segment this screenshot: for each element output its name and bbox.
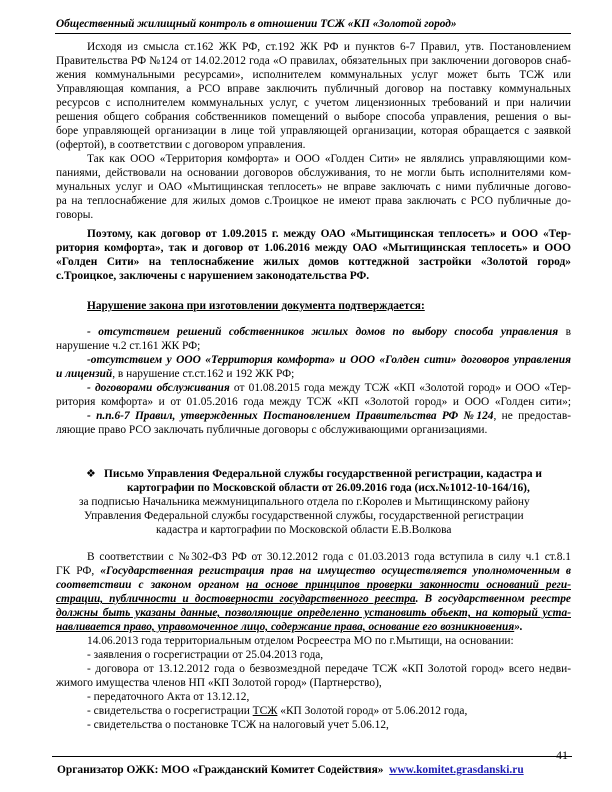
letter-signatory-line: за подписью Начальника межмуниципального отдела по г.Королев и Мытищинскому району — [79, 496, 530, 508]
paragraph-1-line: Правительства РФ №124 от 14.02.2012 года «О правилах, обязательных при заключении договоров снаб- — [56, 55, 571, 67]
violation-item-line: ритория комфорта» и от 01.05.2016 года между ТСЖ «КП «Золотой город» и ООО «Голден сити»; — [56, 396, 571, 408]
violation-item-text: в — [558, 326, 571, 338]
paragraph-3-line: ритория комфорта», так и договор от 1.06.2016 между ОАО «Мытищинская теплосеть» и ООО — [56, 242, 571, 254]
violation-item — [87, 381, 571, 395]
paragraph-2-line: Так как ООО «Территория комфорта» и ООО «Голден Сити» не являлись управляющими ком- — [87, 153, 571, 165]
paragraph-3-line: «Голден Сити» на теплоснабжение жилых домов коттеджной застройки «Золотой город» — [56, 256, 571, 268]
quote-underlined-text: навливается право, управомоченное лицо, содержание права, основание его возникновения — [56, 621, 515, 633]
basis-item-text: - свидетельства о госрегистрации — [87, 705, 253, 717]
footer-rule — [52, 756, 572, 757]
paragraph-1-line: Управляющая компания, а РСО вправе заключить публичный договор на поставку коммунальных — [56, 83, 571, 95]
paragraph-2-line: говоры. — [56, 209, 94, 221]
basis-item-line: жимого имущества членов НП «КП Золотой город» (Партнерство), — [56, 677, 382, 689]
paragraph-4-line — [56, 592, 571, 606]
violation-item-text: от 01.08.2015 года между ТСЖ «КП «Золотой город» и ООО «Тер- — [229, 382, 571, 394]
paragraph-4-line — [56, 578, 571, 592]
paragraph-3-line: с.Троицкое, заключены с нарушением законодательства РФ. — [56, 270, 370, 282]
paragraph-2-line: ра на теплоснабжение для жилых домов с.Троицкое не имеют права заключать с РСО публичные до- — [56, 195, 571, 207]
violation-heading: Нарушение закона при изготовлении документа подтверждается: — [87, 300, 425, 312]
quote-text: ». — [514, 621, 523, 633]
violation-item-emphasis: - отсутствием решений собственников жилых домов по выбору способа управления — [87, 326, 559, 338]
violation-item-text: , не предостав- — [493, 410, 571, 422]
paragraph-1-line: боре управляющей организации в лице той управляющей организации, которая обращается с заявкой — [56, 125, 571, 137]
basis-item: - передаточного Акта от 13.12.12, — [87, 691, 250, 703]
paragraph-1-line: решения общего собрания собственников помещений о выборе способа управления, решения о вы- — [56, 111, 571, 123]
violation-item: -отсутствием у ООО «Территория комфорта» и ООО «Голден сити» договоров управления — [87, 354, 571, 366]
quote-text: «Государственная регистрация прав на имущество осуществляется уполномоченным в — [100, 565, 571, 577]
basis-item: - свидетельства о постановке ТСЖ на налоговый учет 5.06.12, — [87, 719, 389, 731]
quote-text: соответствии с законом органом — [56, 579, 247, 591]
letter-signatory-line: Управления Федеральной службы государственной службы, государственной регистрации — [84, 510, 524, 522]
basis-item — [87, 704, 467, 718]
violation-item-line: нарушение ч.2 ст.161 ЖК РФ; — [56, 340, 201, 352]
page-number: 41 — [556, 748, 568, 762]
letter-title-line: Письмо Управления Федеральной службы государственной регистрации, кадастра и — [104, 468, 542, 480]
violation-item-line: ляющие право РСО заключать публичные договоры с обслуживающими организациями. — [56, 424, 488, 436]
paragraph-4-line: должны быть указаны данные, позволяющие определенно установить объект, на который уста- — [56, 607, 571, 619]
footer — [57, 764, 524, 776]
letter-signatory-line: кадастра и картографии по Московской области Е.В.Волкова — [156, 524, 452, 536]
running-header: Общественный жилищный контроль в отношении ТСЖ «КП «Золотой город» — [56, 18, 457, 30]
violation-item-line — [56, 367, 294, 381]
footer-site-link[interactable]: www.komitet.grasdanski.ru — [389, 764, 524, 776]
quote-underlined-text: на основе принципов проверки законности оснований реги- — [246, 579, 571, 591]
violation-item — [87, 325, 571, 339]
paragraph-2-line: мунальных услуг и ОАО «Мытищинская теплосеть» не вправе заключать с ними публичные догово- — [56, 181, 571, 193]
violation-item-emphasis: - договорами обслуживания — [87, 382, 230, 394]
paragraph-3-line: Поэтому, как договор от 1.09.2015 г. между ОАО «Мытищинская теплосеть» и ООО «Тер- — [87, 228, 571, 240]
paragraph-4-line — [56, 620, 523, 634]
letter-title-line: картографии по Московской области от 26.09.2016 года (исх.№1012-10-164/16), — [127, 482, 530, 494]
paragraph-4-line: В соответствии с №302-ФЗ РФ от 30.12.2012 года с 01.03.2013 года вступила в силу ч.1 ст.8.1 — [87, 551, 571, 563]
paragraph-1-line: ресурсов с исполнителем коммунальных услуг, с учетом лицензионных требований и при наличии — [56, 97, 571, 109]
paragraph-4-line — [56, 564, 571, 578]
basis-item-underlined: ТСЖ — [252, 705, 278, 717]
violation-item-emphasis: и лицензий — [56, 368, 113, 380]
basis-item-text: «КП Золотой город» от 5.06.2012 года, — [277, 705, 468, 717]
diamond-bullet-icon: ❖ — [86, 468, 96, 480]
paragraph-1-line: Исходя из смысла ст.162 ЖК РФ, ст.192 ЖК РФ и пунктов 6-7 Правил, утв. Постановлением — [87, 41, 571, 53]
paragraph-2-line: паниями, действовали на основании договоров обслуживания, то не могли быть исполнителями ком- — [56, 167, 571, 179]
violation-item — [87, 409, 571, 423]
violation-item-emphasis: - п.п.6-7 Правил, утвержденных Постановлением Правительства РФ №124 — [87, 410, 494, 422]
basis-item: - заявления о госрегистрации от 25.04.2013 года, — [87, 649, 324, 661]
paragraph-4-line: 14.06.2013 года территориальным отделом Росреестра МО по г.Мытищи, на основании: — [87, 635, 514, 647]
footer-organizer: Организатор ОЖК: МОО «Гражданский Комитет Содействия» — [57, 764, 384, 776]
quote-underlined-text: страции, публичности и достоверности государственного реестра — [56, 593, 416, 605]
paragraph-1-line: (офертой), в соответствии с договором управления. — [56, 139, 306, 151]
violation-item-text: , в нарушение ст.ст.162 и 192 ЖК РФ; — [112, 368, 295, 380]
header-rule — [55, 33, 571, 34]
quote-text: . В государственном реестре — [415, 593, 571, 605]
paragraph-1-line: жения коммунальными ресурсами», исполнителем коммунальных услуг может быть ТСЖ или — [56, 69, 571, 81]
paragraph-4-text: ГК РФ, — [56, 565, 101, 577]
basis-item: - договора от 13.12.2012 года о безвозмездной передаче ТСЖ «КП Золотой город» всего недви- — [87, 663, 571, 675]
